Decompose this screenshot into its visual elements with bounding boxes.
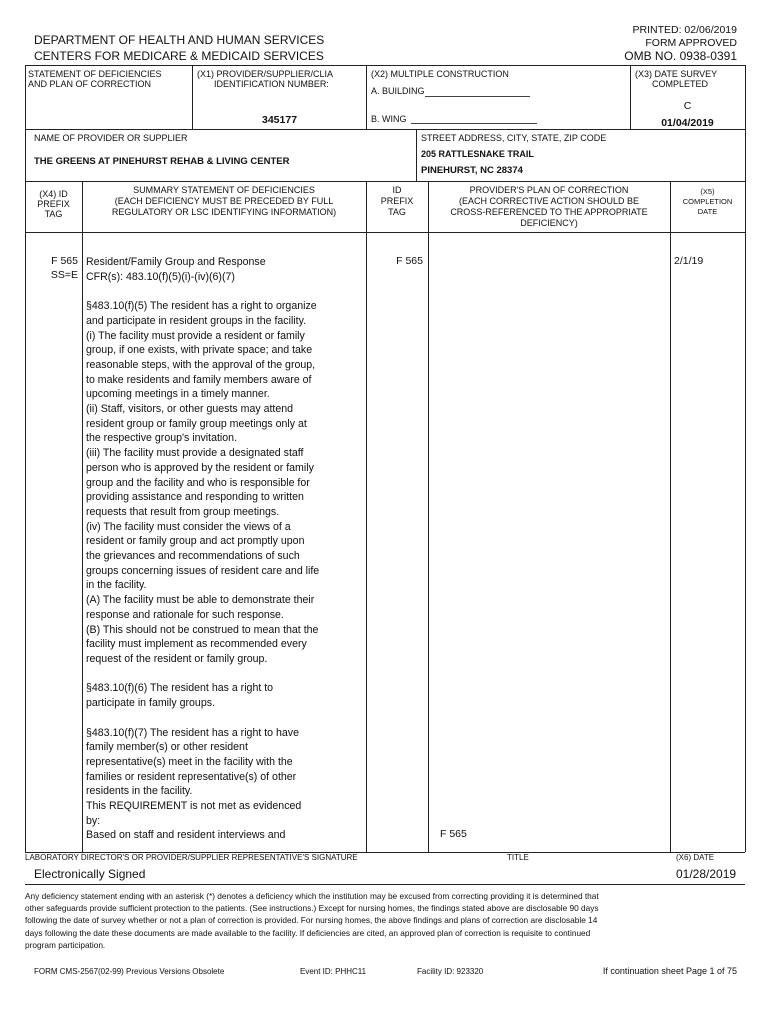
deficiency-line: [86, 667, 319, 682]
scope-severity: SS=E: [50, 269, 78, 281]
survey-letter: C: [683, 100, 692, 112]
survey-date: 01/04/2019: [661, 117, 714, 129]
rule: [25, 65, 745, 66]
plan-header-2: (EACH CORRECTIVE ACTION SHOULD BE: [458, 196, 640, 206]
x4-header-3: TAG: [44, 209, 63, 219]
provider-name-label: NAME OF PROVIDER OR SUPPLIER: [34, 133, 188, 143]
deficiency-line: families or resident representative(s) of other: [86, 770, 297, 783]
rule: [25, 884, 745, 885]
deficiency-line: §483.10(f)(7) The resident has a right to have: [86, 726, 299, 739]
omb-number: OMB NO. 0938-0391: [624, 49, 737, 63]
deficiency-line: (iii) The facility must provide a designated staff: [86, 447, 304, 460]
x3-label-1: (X3) DATE SURVEY: [635, 69, 718, 79]
deficiency-line: §483.10(f)(5) The resident has a right to organize: [86, 300, 317, 313]
deficiency-line: in the facility.: [86, 579, 147, 592]
x5-header-2: COMPLETION: [682, 197, 733, 206]
page-number: If continuation sheet Page 1 of 75: [602, 966, 737, 976]
deficiency-line: upcoming meetings in a timely manner.: [86, 388, 270, 401]
x5-header-3: DATE: [697, 207, 718, 216]
deficiency-line: (ii) Staff, visitors, or other guests may attend: [86, 403, 294, 416]
deficiency-line: by:: [86, 814, 101, 827]
address-line-2: PINEHURST, NC 28374: [421, 165, 523, 176]
x4-header-1: (X4) ID: [39, 189, 68, 199]
deficiency-line: person who is approved by the resident or family: [86, 461, 314, 474]
form-approved: FORM APPROVED: [645, 37, 737, 49]
x2-label: (X2) MULTIPLE CONSTRUCTION: [371, 69, 509, 79]
deficiency-line: (iv) The facility must consider the views of a: [86, 520, 291, 533]
event-id: Event ID: PHHC11: [300, 967, 367, 976]
deficiency-line: requests that result from group meetings.: [86, 505, 280, 518]
deficiency-line: representative(s) meet in the facility with the: [86, 755, 293, 768]
building-blank: [425, 96, 530, 97]
agency-title: CENTERS FOR MEDICARE & MEDICAID SERVICES: [34, 49, 324, 63]
prefix-tag: F 565: [51, 255, 78, 267]
plan-header-4: DEFICIENCY): [520, 218, 578, 228]
deficiency-line: (i) The facility must provide a resident or family: [86, 329, 305, 342]
provider-name: THE GREENS AT PINEHURST REHAB & LIVING CENTER: [34, 156, 290, 167]
deficiency-line: to make residents and family members aware of: [86, 373, 312, 386]
plan-header-1: PROVIDER'S PLAN OF CORRECTION: [469, 185, 629, 195]
deficiency-line: residents in the facility.: [86, 785, 193, 798]
deficiency-line: §483.10(f)(6) The resident has a right to: [86, 682, 274, 695]
continuation-tag: F 565: [440, 828, 467, 840]
deficiency-line: group and the facility and who is responsible for: [86, 476, 310, 489]
summary-header-3: REGULATORY OR LSC IDENTIFYING INFORMATION): [111, 207, 337, 217]
x1-label-2: IDENTIFICATION NUMBER:: [214, 79, 329, 89]
deficiency-line: (A) The facility must be able to demonstrate their: [86, 594, 315, 607]
x4-header-2: PREFIX: [37, 199, 70, 209]
signature-date: 01/28/2019: [676, 867, 737, 881]
printed-date: PRINTED: 02/06/2019: [632, 24, 737, 36]
provider-id: 345177: [262, 114, 298, 126]
x3-label-2: COMPLETED: [652, 79, 709, 89]
deficiency-line: [86, 711, 319, 726]
deficiency-line: reasonable steps, with the approval of the group,: [86, 358, 316, 371]
deficiency-line: groups concerning issues of resident care and life: [86, 564, 320, 577]
rule: [25, 181, 745, 182]
rule: [192, 65, 193, 129]
id-header-3: TAG: [388, 207, 406, 217]
address-line-1: 205 RATTLESNAKE TRAIL: [421, 149, 534, 159]
deficiency-line: resident or family group and act promptly upon: [86, 535, 305, 548]
plan-header-3: CROSS-REFERENCED TO THE APPROPRIATE: [450, 207, 648, 217]
completion-date: 2/1/19: [674, 255, 704, 267]
rule: [745, 65, 746, 852]
x5-header-1: (X5): [700, 187, 715, 196]
facility-id: Facility ID: 923320: [417, 967, 484, 976]
deficiency-line: the respective group's invitation.: [86, 432, 238, 445]
deficiency-line: group, if one exists, with private space; and take: [86, 344, 313, 357]
signature-label: LABORATORY DIRECTOR'S OR PROVIDER/SUPPLIER REPRESENTATIVE'S SIGNATURE: [25, 853, 358, 862]
form-number: FORM CMS-2567(02-99) Previous Versions Obsolete: [34, 967, 225, 976]
deficiency-line: resident group or family group meetings only at: [86, 417, 307, 430]
deficiency-line: (B) This should not be construed to mean that the: [86, 623, 319, 636]
deficiency-text: [86, 255, 319, 843]
rule: [366, 65, 367, 129]
id-prefix-tag: F 565: [396, 255, 423, 267]
deficiency-line: facility must implement as recommended every: [86, 638, 307, 651]
building-label: A. BUILDING: [371, 86, 425, 96]
wing-label: B. WING: [371, 114, 407, 124]
disclaimer: Any deficiency statement ending with an asterisk (*) denotes a deficiency which the institution may be excused from correcting providing it is determined that other safeguards provide sufficient protection to the patients. (See instructions.) Except for nursing homes, the findings stated above are disclosable 90 days following the date of survey whether or not a plan of correction is provided. For nursing homes, the above findings and plans of correction are disclosable 14 days following the date these documents are made available to the facility. If deficiencies are cited, an approved plan of correction is requisite to continued program participation.: [25, 891, 599, 950]
id-header-2: PREFIX: [380, 196, 414, 206]
wing-blank: [411, 123, 537, 124]
statement-label-1: STATEMENT OF DEFICIENCIES: [28, 69, 162, 79]
department-title: DEPARTMENT OF HEALTH AND HUMAN SERVICES: [34, 33, 325, 47]
rule: [366, 181, 367, 852]
deficiency-line: request of the resident or family group.: [86, 652, 268, 665]
id-header-1: ID: [392, 185, 402, 195]
rule: [416, 129, 417, 181]
deficiency-line: family member(s) or other resident: [86, 741, 248, 754]
address-label: STREET ADDRESS, CITY, STATE, ZIP CODE: [421, 133, 607, 143]
deficiency-line: [86, 284, 319, 299]
deficiency-line: CFR(s): 483.10(f)(5)(i)-(iv)(6)(7): [86, 270, 235, 283]
date-label: (X6) DATE: [676, 853, 715, 862]
deficiency-line: This REQUIREMENT is not met as evidenced: [86, 800, 302, 813]
signature-value: Electronically Signed: [34, 867, 146, 881]
deficiency-line: Based on staff and resident interviews and: [86, 829, 286, 842]
deficiency-line: providing assistance and responding to written: [86, 491, 304, 504]
deficiency-line: participate in family groups.: [86, 697, 215, 710]
rule: [670, 181, 671, 852]
rule: [82, 181, 83, 852]
x1-label-1: (X1) PROVIDER/SUPPLIER/CLIA: [197, 69, 334, 79]
statement-label-2: AND PLAN OF CORRECTION: [28, 79, 152, 89]
summary-header-1: SUMMARY STATEMENT OF DEFICIENCIES: [133, 185, 315, 195]
summary-header-2: (EACH DEFICIENCY MUST BE PRECEDED BY FULL: [114, 196, 334, 206]
deficiency-line: Resident/Family Group and Response: [86, 256, 266, 268]
deficiency-line: response and rationale for such response.: [86, 608, 284, 621]
deficiency-line: and participate in resident groups in the facility.: [86, 314, 307, 327]
title-label: TITLE: [507, 853, 529, 862]
rule: [428, 181, 429, 852]
rule: [25, 232, 745, 233]
deficiency-line: the grievances and recommendations of such: [86, 550, 300, 563]
rule: [25, 65, 26, 852]
